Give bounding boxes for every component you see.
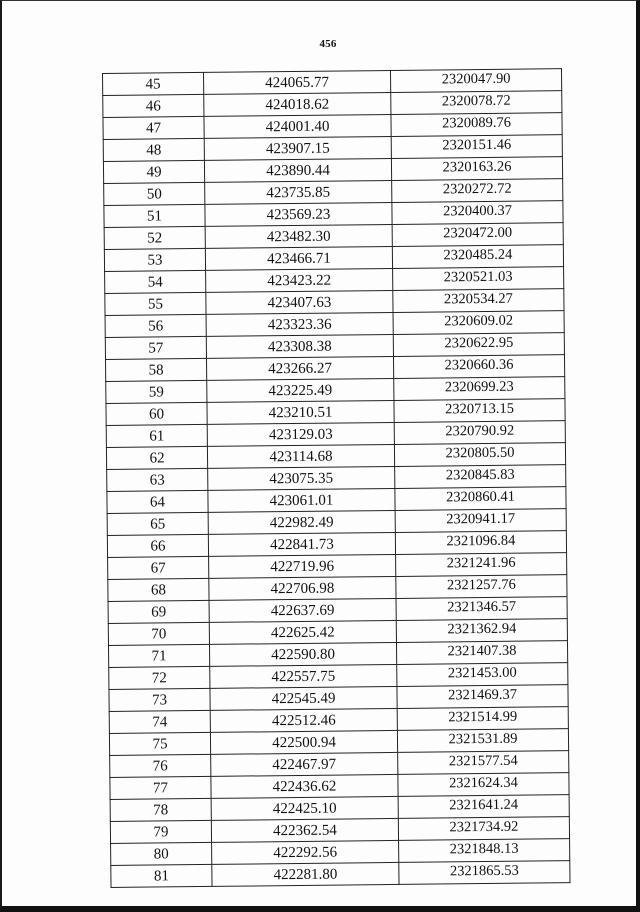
- row-index-cell: 74: [109, 710, 210, 733]
- value-col2-cell: 423129.03: [207, 422, 394, 446]
- value-col3-cell: 2320790.92: [394, 421, 565, 445]
- value-col3-cell: 2320521.03: [393, 267, 564, 291]
- value-col2-cell: 422841.73: [208, 532, 395, 556]
- value-col2-cell: 422590.80: [209, 642, 396, 666]
- value-col3-cell: 2321514.99: [397, 707, 568, 731]
- value-col3-cell: 2321531.89: [397, 729, 568, 753]
- value-col2-cell: 424065.77: [203, 70, 390, 94]
- value-col3-cell: 2321848.13: [399, 839, 570, 863]
- row-index-cell: 76: [110, 754, 211, 777]
- value-col3-cell: 2320485.24: [392, 245, 563, 269]
- value-col2-cell: 423061.01: [208, 488, 395, 512]
- value-col3-cell: 2321734.92: [398, 817, 569, 841]
- row-index-cell: 55: [105, 292, 206, 315]
- row-index-cell: 59: [106, 380, 207, 403]
- row-index-cell: 80: [111, 842, 212, 865]
- value-col3-cell: 2320078.72: [391, 91, 562, 115]
- value-col3-cell: 2321096.84: [395, 531, 566, 555]
- value-col3-cell: 2321257.76: [396, 575, 567, 599]
- row-index-cell: 54: [105, 270, 206, 293]
- value-col2-cell: 423266.27: [206, 356, 393, 380]
- value-col3-cell: 2321362.94: [396, 619, 567, 643]
- row-index-cell: 66: [107, 534, 208, 557]
- row-index-cell: 51: [104, 204, 205, 227]
- value-col2-cell: 422467.97: [211, 752, 398, 776]
- row-index-cell: 79: [110, 820, 211, 843]
- value-col2-cell: 423225.49: [207, 378, 394, 402]
- row-index-cell: 63: [107, 468, 208, 491]
- value-col3-cell: 2320845.83: [395, 465, 566, 489]
- value-col2-cell: 423890.44: [204, 158, 391, 182]
- value-col2-cell: 423308.38: [206, 334, 393, 358]
- value-col3-cell: 2320941.17: [395, 509, 566, 533]
- value-col2-cell: 422706.98: [209, 576, 396, 600]
- value-col3-cell: 2321624.34: [398, 773, 569, 797]
- value-col2-cell: 422425.10: [211, 796, 398, 820]
- row-index-cell: 69: [108, 600, 209, 623]
- value-col3-cell: 2320272.72: [392, 179, 563, 203]
- value-col3-cell: 2320660.36: [393, 355, 564, 379]
- value-col2-cell: 423323.36: [206, 312, 393, 336]
- row-index-cell: 57: [105, 336, 206, 359]
- row-index-cell: 73: [109, 688, 210, 711]
- value-col3-cell: 2320089.76: [391, 113, 562, 137]
- row-index-cell: 65: [107, 512, 208, 535]
- value-col2-cell: 422982.49: [208, 510, 395, 534]
- value-col2-cell: 422637.69: [209, 598, 396, 622]
- value-col2-cell: 423466.71: [205, 246, 392, 270]
- value-col3-cell: 2320400.37: [392, 201, 563, 225]
- value-col2-cell: 423735.85: [205, 180, 392, 204]
- row-index-cell: 45: [103, 72, 204, 95]
- value-col3-cell: 2321346.57: [396, 597, 567, 621]
- value-col3-cell: 2320860.41: [395, 487, 566, 511]
- value-col2-cell: 424001.40: [204, 114, 391, 138]
- value-col2-cell: 422625.42: [209, 620, 396, 644]
- value-col2-cell: 422281.80: [212, 862, 399, 886]
- value-col2-cell: 423569.23: [205, 202, 392, 226]
- value-col2-cell: 423423.22: [206, 268, 393, 292]
- value-col3-cell: 2320047.90: [390, 69, 561, 93]
- row-index-cell: 77: [110, 776, 211, 799]
- value-col3-cell: 2320534.27: [393, 289, 564, 313]
- value-col3-cell: 2321469.37: [397, 685, 568, 709]
- value-col3-cell: 2321641.24: [398, 795, 569, 819]
- row-index-cell: 58: [106, 358, 207, 381]
- row-index-cell: 60: [106, 402, 207, 425]
- row-index-cell: 68: [108, 578, 209, 601]
- row-index-cell: 48: [103, 138, 204, 161]
- value-col3-cell: 2321453.00: [397, 663, 568, 687]
- row-index-cell: 62: [106, 446, 207, 469]
- row-index-cell: 64: [107, 490, 208, 513]
- value-col3-cell: 2320472.00: [392, 223, 563, 247]
- value-col2-cell: 422719.96: [209, 554, 396, 578]
- value-col3-cell: 2321577.54: [398, 751, 569, 775]
- value-col2-cell: 423210.51: [207, 400, 394, 424]
- row-index-cell: 70: [108, 622, 209, 645]
- value-col2-cell: 423407.63: [206, 290, 393, 314]
- value-col2-cell: 424018.62: [204, 92, 391, 116]
- value-col3-cell: 2320622.95: [393, 333, 564, 357]
- value-col3-cell: 2320805.50: [394, 443, 565, 467]
- value-col2-cell: 423075.35: [208, 466, 395, 490]
- value-col2-cell: 423482.30: [205, 224, 392, 248]
- value-col2-cell: 422292.56: [212, 840, 399, 864]
- value-col2-cell: 423114.68: [207, 444, 394, 468]
- row-index-cell: 75: [109, 732, 210, 755]
- row-index-cell: 81: [111, 864, 212, 887]
- value-col2-cell: 422557.75: [210, 664, 397, 688]
- value-col3-cell: 2321865.53: [399, 861, 570, 885]
- row-index-cell: 53: [104, 248, 205, 271]
- value-col3-cell: 2320609.02: [393, 311, 564, 335]
- coordinate-table-wrapper: [102, 68, 567, 888]
- value-col2-cell: 423907.15: [204, 136, 391, 160]
- page-number: 456: [319, 38, 337, 50]
- row-index-cell: 67: [108, 556, 209, 579]
- value-col3-cell: 2320163.26: [391, 157, 562, 181]
- value-col3-cell: 2321241.96: [396, 553, 567, 577]
- value-col3-cell: 2320713.15: [394, 399, 565, 423]
- value-col2-cell: 422362.54: [211, 818, 398, 842]
- value-col3-cell: 2320151.46: [391, 135, 562, 159]
- coordinate-table: [102, 68, 571, 888]
- value-col3-cell: 2320699.23: [394, 377, 565, 401]
- value-col2-cell: 422500.94: [210, 730, 397, 754]
- value-col3-cell: 2321407.38: [396, 641, 567, 665]
- row-index-cell: 71: [108, 644, 209, 667]
- row-index-cell: 61: [106, 424, 207, 447]
- table-body: [103, 69, 570, 888]
- row-index-cell: 50: [104, 182, 205, 205]
- row-index-cell: 56: [105, 314, 206, 337]
- value-col2-cell: 422545.49: [210, 686, 397, 710]
- row-index-cell: 49: [103, 160, 204, 183]
- row-index-cell: 78: [110, 798, 211, 821]
- value-col2-cell: 422436.62: [211, 774, 398, 798]
- row-index-cell: 46: [103, 94, 204, 117]
- table-row: [111, 861, 570, 888]
- row-index-cell: 52: [104, 226, 205, 249]
- value-col2-cell: 422512.46: [210, 708, 397, 732]
- row-index-cell: 72: [109, 666, 210, 689]
- row-index-cell: 47: [103, 116, 204, 139]
